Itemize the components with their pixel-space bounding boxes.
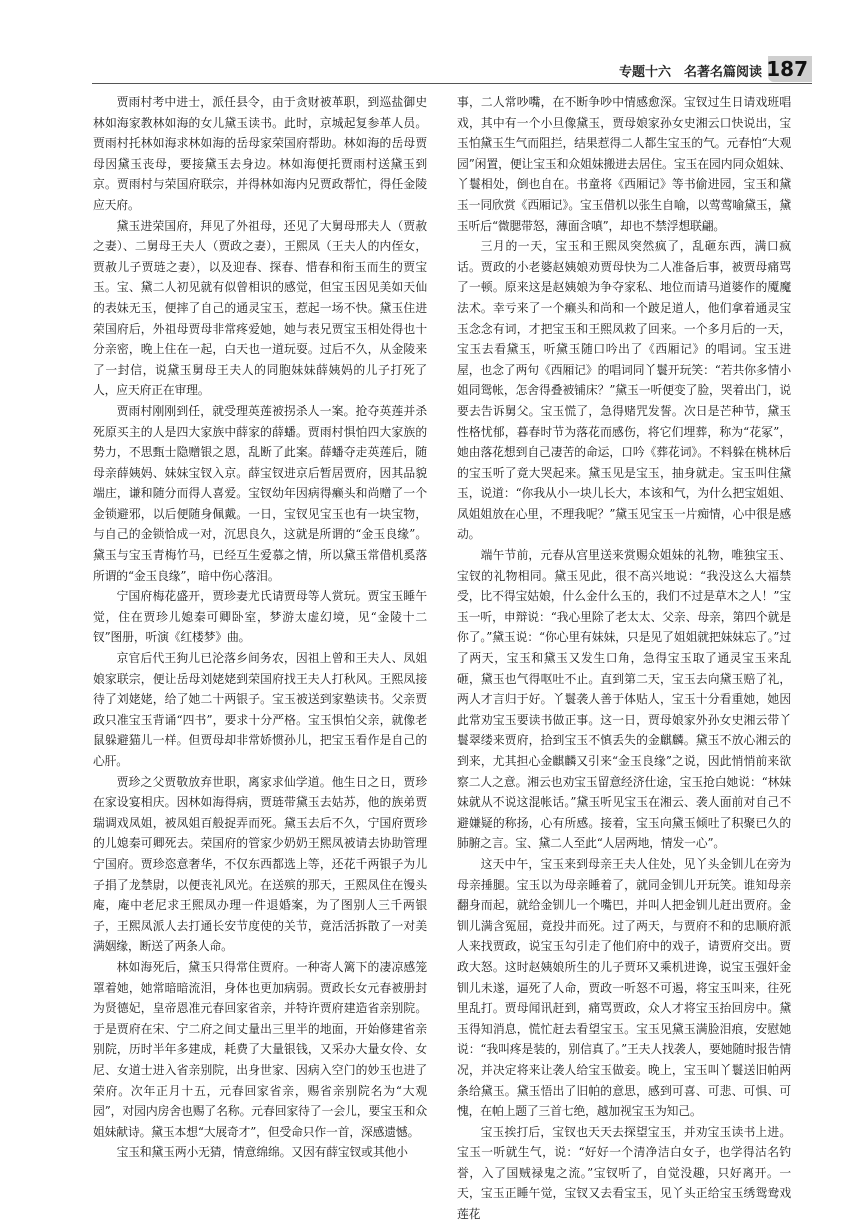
header-rule bbox=[92, 83, 812, 84]
paragraph: 林如海死后，黛玉只得常住贾府。一种寄人篱下的凄凉感笼罩着她，她常暗暗流泪，身体也更加病弱。贾政长女元春被册封为贤德妃，皇帝恩准元春回家省亲，并特许贾府建造省亲别院。于是贾府在宋、宁二府之间丈量出三里半的地面，开始修建省亲别院，历时半年多建成，耗费了大量银钱，又采办大量女伶、女尼、女道士进入省亲别院，出身世家、因病入空门的妙玉也进了荣府。次年正月十五，元春回家省亲，赐省亲别院名为“大观园”，对园内房舍也赐了名称。元春回家待了一会儿，要宝玉和众姐妹献诗。黛玉本想“大展奇才”，但受命只作一首，深感遗憾。 bbox=[93, 959, 427, 1139]
paragraph: 这天中午，宝玉来到母亲王夫人住处，见丫头金钏儿在旁为母亲捶腿。宝玉以为母亲睡着了，就同金钏儿开玩笑。谁知母亲翻身而起，就给金钏儿一个嘴巴，并叫人把金钏儿赶出贾府。金钏儿满含冤屈，竟投井而死。过了两天，与贾府不和的忠顺府派人来找贾政，说宝玉勾引走了他们府中的戏子，请贾府交出。贾政大怒。这时赵姨娘所生的儿子贾环又乘机进谗，说宝玉强奸金钏儿未遂，逼死了人命，贾政一听怒不可遏，将宝玉叫来，往死里乱打。贾母闻讯赶到，痛骂贾政，众人才将宝玉抬回房中。黛玉得知消息，慌忙赶去看望宝玉。宝玉见黛玉满脸泪痕，安慰她说：“我叫疼是装的，别信真了。”王夫人找袭人，要她随时报告情况，并决定将来让袭人给宝玉做妾。晚上，宝玉叫丫鬟送旧帕两条给黛玉。黛玉悟出了旧帕的意思，感到可喜、可悲、可惧、可愧，在帕上题了三首七绝，越加视宝玉为知己。 bbox=[457, 856, 791, 1119]
paragraph: 端午节前，元春从宫里送来赏赐众姐妹的礼物，唯独宝玉、宝钗的礼物相同。黛玉见此，很不高兴地说：“我没这么大福禁受，比不得宝姑娘，什么金什么玉的，我们不过是草木之人！”宝玉一听，申辩说：“我心里除了老太太、父亲、母亲，第四个就是你了。”黛玉说：“你心里有妹妹，只是见了姐姐就把妹妹忘了。”过了两天，宝玉和黛玉又发生口角，急得宝玉取了通灵宝玉来乱砸，黛玉也气得呕吐不止。直到第二天，宝玉去向黛玉赔了礼，两人才言归于好。丫鬟袭人善于体贴人，宝玉十分看重她，她因此常劝宝玉要读书做正事。这一日，贾母娘家外孙女史湘云带丫鬟翠缕来贾府，拾到宝玉不慎丢失的金麒麟。黛玉不放心湘云的到来，尤其担心金麒麟又引来“金玉良缘”之说，因此悄悄前来欲察二人之意。湘云也劝宝玉留意经济仕途，宝玉抢白她说：“林妹妹就从不说这混帐话。”黛玉听见宝玉在湘云、袭人面前对自己不避嫌疑的称扬，心有所感。接着，宝玉向黛玉倾吐了积聚已久的肺腑之言。宝、黛二人至此“人居两地，情发一心”。 bbox=[457, 548, 791, 851]
page-header bbox=[0, 0, 860, 86]
paragraph: 京官后代王狗儿已沦落乡间务农，因祖上曾和王夫人、凤姐娘家联宗，便让岳母刘姥姥到荣国府找王夫人打秋风。王熙凤接待了刘姥姥，给了她二十两银子。宝玉被送到家塾读书。父亲贾政只准宝玉背诵“四书”，要求十分严格。宝玉惧怕父亲，就像老鼠躲避猫儿一样。但贾母却非常娇惯孙儿，把宝玉看作是自己的心肝。 bbox=[93, 651, 427, 768]
section-title: 专题十六 名著名篇阅读 bbox=[618, 65, 762, 80]
paragraph: 宁国府梅花盛开，贾珍妻尤氏请贾母等人赏玩。贾宝玉睡午觉，住在贾珍儿媳秦可卿卧室，梦游太虚幻境，见“金陵十二钗”图册，听演《红楼梦》曲。 bbox=[93, 589, 427, 645]
left-column bbox=[93, 92, 427, 1202]
paragraph: 宝玉和黛玉两小无猜，情意绵绵。又因有薛宝钗或其他小 bbox=[116, 1145, 408, 1160]
paragraph: 宝玉挨打后，宝钗也天天去探望宝玉，并劝宝玉读书上进。宝玉一听就生气，说：“好好一个清净洁白女子，也学得沽名钓誉，入了国贼禄鬼之流。”宝钗听了，自觉没趣，只好离开。一天，宝玉正睡午觉，宝钗又去看宝玉，见丫头正给宝玉绣鸳鸯戏莲花 bbox=[457, 1124, 791, 1222]
paragraph: 三月的一天，宝玉和王熙凤突然疯了，乱砸东西，满口疯话。贾政的小老婆赵姨娘劝贾母快为二人准备后事，被贾母痛骂了一顿。原来这是赵姨娘为争夺家私、地位而请马道婆作的魇魔法术。幸亏来了一个癞头和尚和一个跛足道人，他们拿着通灵宝玉念念有词，才把宝玉和王熙凤救了回来。一个多月后的一天，宝玉去看黛玉，听黛玉随口吟出了《西厢记》的唱词。宝玉进屋，也念了两句《西厢记》的唱词同丫鬟开玩笑：“若共你多情小姐同鸳帐，怎舍得叠被铺床？”黛玉一听便变了脸，哭着出门，说要去告诉舅父。宝玉慌了，急得赌咒发誓。次日是芒种节，黛玉性格忧郁，暮春时节为落花而感伤，将它们埋葬，称为“花冢”，她由落花想到自己凄苦的命运，口吟《葬花词》。不料躲在桃林后的宝玉听了竟大哭起来。黛玉见是宝玉，抽身就走。宝玉叫住黛玉，说道：“你我从小一块儿长大，本该和气，为什么把宝姐姐、凤姐姐放在心里，不理我呢？”黛玉见宝玉一片痴情，心中很是感动。 bbox=[457, 239, 791, 542]
body-columns bbox=[93, 92, 791, 1222]
paragraph: 黛玉进荣国府，拜见了外祖母，还见了大舅母邢夫人（贾赦之妻）、二舅母王夫人（贾政之妻），王熙凤（王夫人的内侄女，贾赦儿子贾琏之妻），以及迎春、探春、惜春和衔玉而生的贾宝玉。宝、黛二人初见就有似曾相识的感觉，但宝玉因见美如天仙的表妹无玉，便摔了自己的通灵宝玉，惹起一场不快。黛玉住进荣国府后，外祖母贾母非常疼爱她，她与表兄贾宝玉相处得也十分亲密，晚上住在一起，白天也一道玩耍。过后不久，从金陵来了一封信，说黛玉舅母王夫人的同胞妹妹薛姨妈的儿子打死了人，应天府正在审理。 bbox=[93, 218, 427, 398]
paragraph: 事，二人常吵嘴，在不断争吵中情感愈深。宝钗过生日请戏班唱戏，其中有一个小旦像黛玉，贾母娘家孙女史湘云口快说出，宝玉怕黛玉生气而阻拦，结果惹得二人都生宝玉的气。元春怕“大观园”闲置，便让宝玉和众姐妹搬进去居住。宝玉在园内同众姐妹、丫鬟相处，倒也自在。书童将《西厢记》等书偷进园，宝玉和黛玉一同欣赏《西厢记》。宝玉借机以张生自喻，以莺莺喻黛玉，黛玉听后“微腮带怒，薄面含嗔”，却也不禁浮想联翩。 bbox=[457, 95, 791, 233]
paragraph: 贾雨村考中进士，派任县令，由于贪财被革职，到巡盐御史林如海家教林如海的女儿黛玉读书。此时，京城起复参革人员。贾雨村托林如海求林如海的岳母家荣国府帮助。林如海的岳母贾母因黛玉丧母，要接黛玉去身边。林如海便托贾雨村送黛玉到京。贾雨村与荣国府联宗，并得林如海内兄贾政帮忙，得任金陵应天府。 bbox=[93, 95, 427, 212]
paragraph: 贾雨村刚刚到任，就受理英莲被拐杀人一案。抢夺英莲并杀死原买主的人是四大家族中薛家的薛蟠。贾雨村惧怕四大家族的势力，不思甄士隐赠银之恩，乱断了此案。薛蟠夺走英莲后，随母亲薛姨妈、妹妹宝钗入京。薛宝钗进京后暂居贾府，因其品貌端庄，谦和随分而得人喜爱。宝钗幼年因病得癞头和尚赠了一个金锁避邪，以后便随身佩戴。一日，宝钗见宝玉也有一块宝物，与自己的金锁恰成一对，沉思良久，这就是所谓的“金玉良缘”。黛玉与宝玉青梅竹马，已经互生爱慕之情，所以黛玉常借机奚落所谓的“金玉良缘”，暗中伤心落泪。 bbox=[93, 403, 427, 583]
paragraph: 贾珍之父贾敬放弃世职，离家求仙学道。他生日之日，贾珍在家设宴相庆。因林如海得病，贾琏带黛玉去姑苏，他的族弟贾瑞调戏凤姐，被凤姐百般捉弄而死。黛玉去后不久，宁国府贾珍的儿媳秦可卿死去。荣国府的管家少奶奶王熙凤被请去协助管理宁国府。贾珍恣意奢华，不仅东西都选上等，还花千两银子为儿子捐了龙禁尉，以便丧礼风光。在送殡的那天，王熙凤住在馒头庵，庵中老尼求王熙凤办理一件退婚案，为了图别人三千两银子，王熙凤派人去打通长安节度使的关节，竟活活拆散了一对美满姻缘，断送了两条人命。 bbox=[93, 774, 427, 954]
right-column bbox=[457, 92, 791, 1222]
page-number: 187 bbox=[766, 57, 808, 81]
